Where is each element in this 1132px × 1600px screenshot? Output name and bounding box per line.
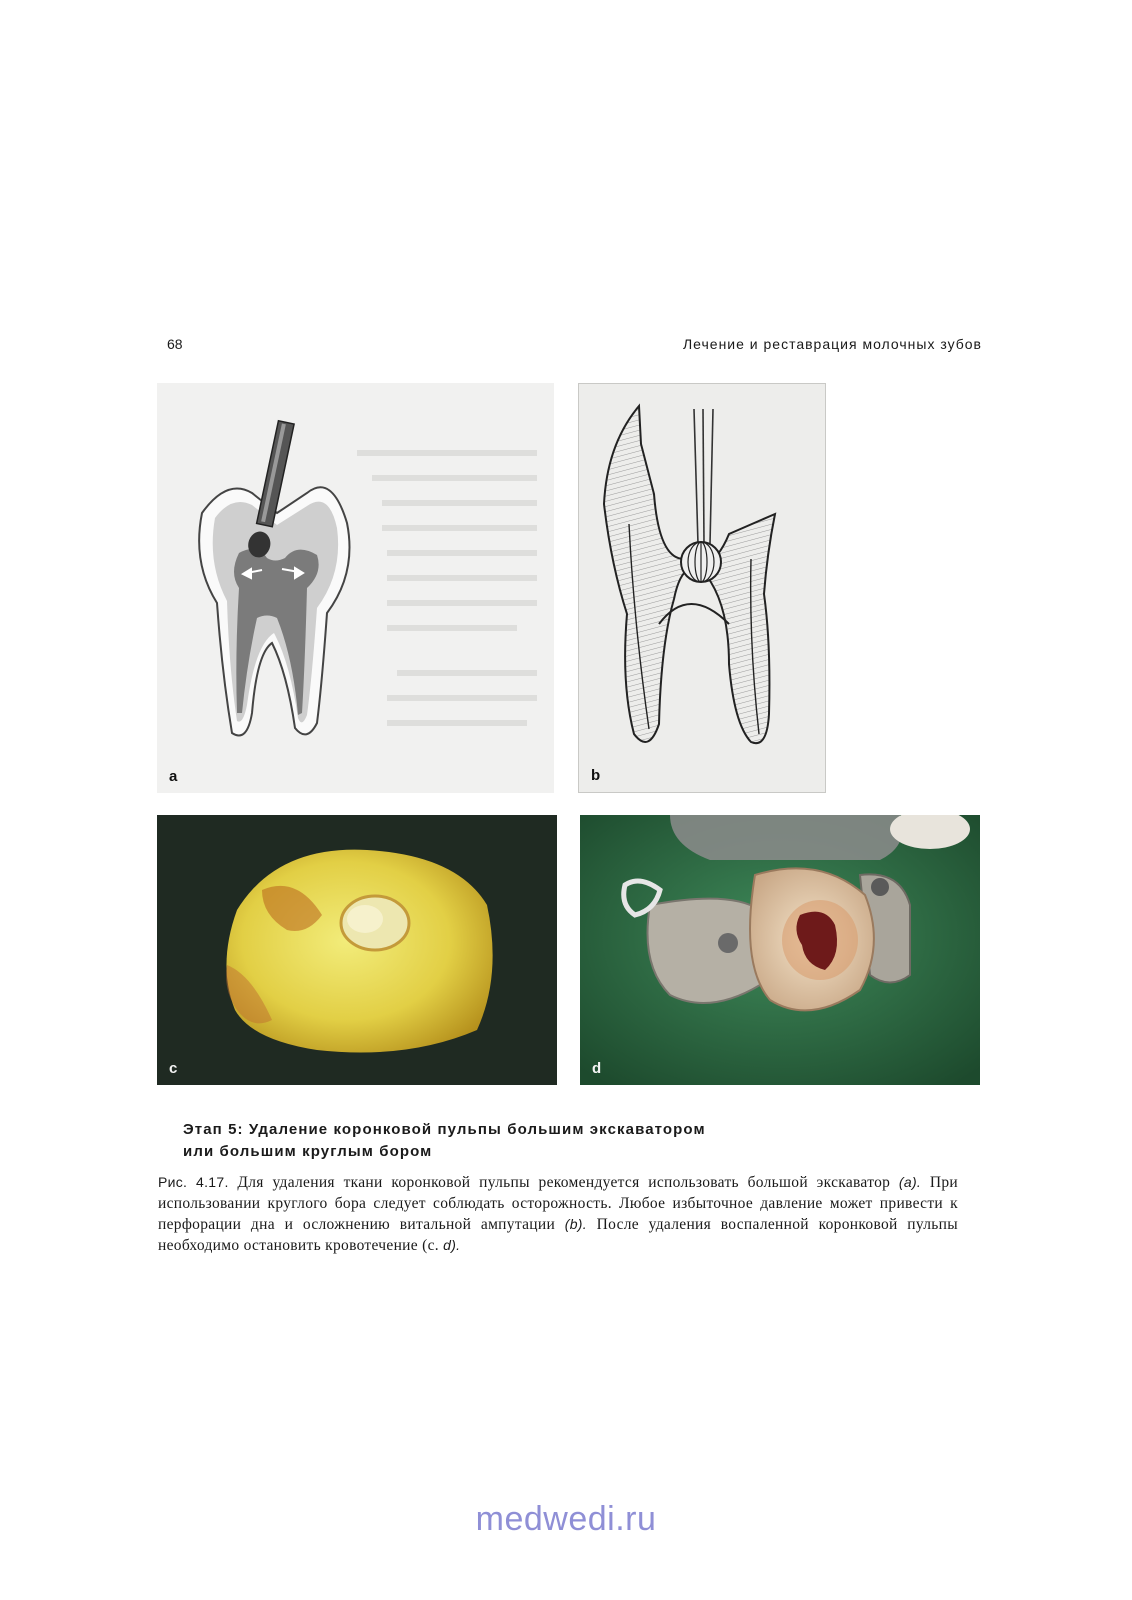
caption-ref-d: d). <box>443 1237 461 1253</box>
tooth-excavator-illustration <box>157 383 554 793</box>
caption-text-2: При использовании круглого бора следует соблюдать осторожность. Любое избыточное давление может привести к перфорации дна и осложнению витальной ампутации <box>158 1174 958 1233</box>
figure-panel-d <box>580 815 980 1085</box>
caption-ref-a: (а). <box>898 1174 922 1190</box>
tooth-round-bur-illustration <box>579 384 826 793</box>
caption-title-line-2: или большим круглым бором <box>183 1143 433 1160</box>
figure-label: Рис. 4.17. <box>158 1174 229 1190</box>
caption-text-3: После удаления воспаленной коронковой пульпы необходимо остановить кровотечение (с. <box>158 1216 958 1254</box>
panel-label-b: b <box>591 767 601 784</box>
caption-ref-b: (b). <box>564 1216 587 1232</box>
figure-panel-a <box>157 383 554 793</box>
caption-title-line-1: Этап 5: Удаление коронковой пульпы большим экскаватором <box>183 1121 706 1138</box>
caption-body <box>158 1172 958 1256</box>
panel-label-a: a <box>169 768 178 785</box>
caption-title <box>183 1119 943 1163</box>
panel-label-d: d <box>592 1060 602 1077</box>
running-header: Лечение и реставрация молочных зубов <box>682 336 982 352</box>
clinical-rubber-dam-photo <box>580 815 980 1085</box>
figure-panel-b <box>578 383 826 793</box>
caption-text-1: Для удаления ткани коронковой пульпы рекомендуется использовать большой экскаватор <box>228 1174 899 1191</box>
page-number: 68 <box>167 336 183 352</box>
extracted-tooth-photo <box>157 815 557 1085</box>
figure-panel-c <box>157 815 557 1085</box>
watermark: medwedi.ru <box>475 1500 657 1538</box>
panel-label-c: c <box>169 1060 178 1077</box>
